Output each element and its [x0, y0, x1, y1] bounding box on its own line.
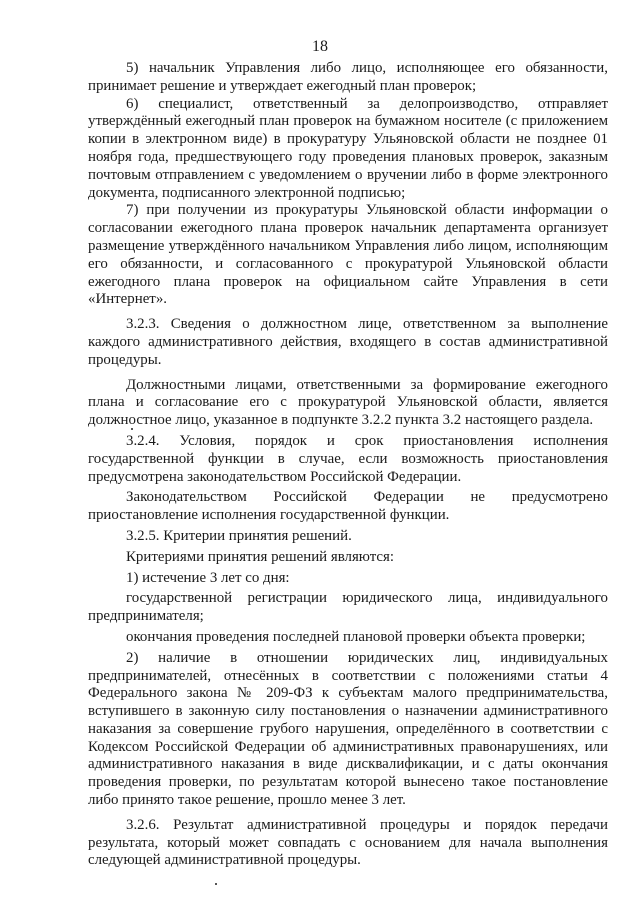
scan-artifact	[215, 883, 217, 885]
paragraph-item-6: 6) специалист, ответственный за делопроизводство, отправляет утверждённый ежегодный план проверок на бумажном носителе (с приложением копии в электронном виде) в прокуратуру Ульяновской области не позднее 01 ноября года, предшествующего году проведения плановых проверок, заказным почтовым отправлением с уведомлением о вручении либо в форме электронного документа, подписанного электронной подписью;	[88, 95, 608, 201]
scan-artifact	[131, 428, 133, 430]
paragraph-item-5: 5) начальник Управления либо лицо, исполняющее его обязанности, принимает решение и утверждает ежегодный план проверок;	[88, 60, 608, 94]
responsible-officials-paragraph: Должностными лицами, ответственными за формирование ежегодного плана и согласование его с прокуратурой Ульяновской области, является должностное лицо, указанное в подпункте 3.2.2 пункта 3.2 настоящего раздела.	[88, 376, 608, 429]
criteria-intro: Критериями принятия решений являются:	[126, 548, 395, 565]
criterion-1: 1) истечение 3 лет со дня:	[126, 569, 290, 586]
section-3-2-5-heading: 3.2.5. Критерии принятия решений.	[126, 527, 352, 544]
section-3-2-4-heading: 3.2.4. Условия, порядок и срок приостановления исполнения государственной функции в случае, если возможность приостановления предусмотрена законодательством Российской Федерации.	[88, 432, 608, 485]
suspension-paragraph: Законодательством Российской Федерации не предусмотрено приостановление исполнения государственной функции.	[88, 489, 608, 524]
section-3-2-6-heading: 3.2.6. Результат административной процедуры и порядок передачи результата, который может совпадать с основанием для начала выполнения следующей административной процедуры.	[88, 816, 608, 869]
document-body	[88, 60, 608, 870]
page-number: 18	[312, 38, 328, 55]
paragraph-item-7: 7) при получении из прокуратуры Ульяновской области информации о согласовании ежегодного плана проверок начальник департамента организует размещение утверждённого начальником Управления либо лицом, исполняющим его обязанности, и согласованного с прокуратурой Ульяновской области ежегодного плана проверок на официальном сайте Управления в сети «Интернет».	[88, 202, 608, 308]
criterion-1-registration: государственной регистрации юридического лица, индивидуального предпринимателя;	[88, 590, 608, 625]
criterion-1-last-inspection: окончания проведения последней плановой проверки объекта проверки;	[126, 628, 586, 645]
section-3-2-3-heading: 3.2.3. Сведения о должностном лице, ответственном за выполнение каждого административного действия, входящего в состав административной процедуры.	[88, 316, 608, 368]
criterion-2: 2) наличие в отношении юридических лиц, индивидуальных предпринимателей, отнесённых в соответствии с положениями статьи 4 Федерального закона № 209-ФЗ к субъектам малого предпринимательства, вступившего в законную силу постановления о назначении административного наказания за совершение грубого нарушения, определённого в соответствии с Кодексом Российской Федерации об административных правонарушениях, или административного наказания в виде дисквалификации, и с даты окончания проведения проверки, по результатам которой вынесено такое постановление либо принято такое решение, прошло менее 3 лет.	[88, 649, 608, 809]
